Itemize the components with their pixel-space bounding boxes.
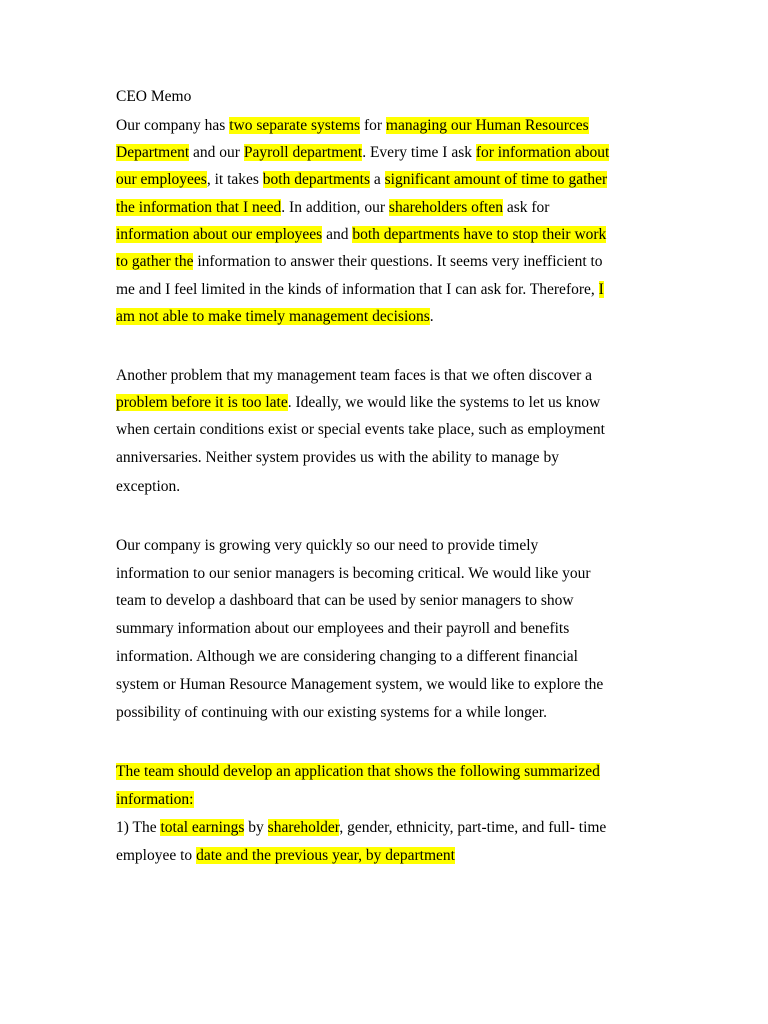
paragraph-line xyxy=(116,224,606,246)
highlighted-text: shareholders often xyxy=(388,199,503,216)
paragraph-line xyxy=(116,789,194,811)
text-run: by xyxy=(244,819,268,836)
paragraph-line xyxy=(116,476,180,498)
paragraph-line xyxy=(116,306,434,328)
text-run: possibility of continuing with our existing systems for a while longer. xyxy=(116,704,547,721)
highlighted-text: I xyxy=(598,281,604,298)
paragraph-line xyxy=(116,169,607,191)
highlighted-text: both departments have to stop their work xyxy=(352,226,607,243)
text-run: . In addition, our xyxy=(281,199,389,216)
text-run: ask for xyxy=(502,199,550,216)
text-run: team to develop a dashboard that can be used by senior managers to show xyxy=(116,592,574,609)
highlighted-text: information: xyxy=(116,791,194,808)
paragraph-line xyxy=(116,535,538,557)
text-run: and our xyxy=(189,144,244,161)
highlighted-text: to gather the xyxy=(116,253,194,270)
text-run: Another problem that my management team faces is that we often discover a xyxy=(116,367,593,384)
text-run: and xyxy=(322,226,353,243)
text-run: . Every time I ask xyxy=(362,144,476,161)
paragraph-line xyxy=(116,761,600,783)
paragraph-line xyxy=(116,845,455,867)
paragraph-line xyxy=(116,392,600,414)
paragraph-line xyxy=(116,674,603,696)
text-run: anniversaries. Neither system provides us with the ability to manage by xyxy=(116,449,559,466)
text-run: when certain conditions exist or special events take place, such as employment xyxy=(116,421,605,438)
highlighted-text: both departments xyxy=(262,171,370,188)
highlighted-text: information about our employees xyxy=(116,226,323,243)
paragraph-line xyxy=(116,251,603,273)
paragraph-line xyxy=(116,197,549,219)
text-run: information to our senior managers is becoming critical. We would like your xyxy=(116,565,591,582)
memo-title: CEO Memo xyxy=(116,88,192,105)
paragraph-line xyxy=(116,279,604,301)
paragraph-line xyxy=(116,115,589,137)
highlighted-text: Department xyxy=(116,144,190,161)
text-run: exception. xyxy=(116,478,181,495)
text-run: Our company has xyxy=(116,117,230,134)
highlighted-text: our employees xyxy=(116,171,207,188)
highlighted-text: two separate systems xyxy=(229,117,361,134)
paragraph-line xyxy=(116,447,559,469)
highlighted-text: the information that I need xyxy=(116,199,282,216)
text-run: Our company is growing very quickly so our need to provide timely xyxy=(116,537,539,554)
text-run: me and I feel limited in the kinds of information that I can ask for. Therefore, xyxy=(116,281,599,298)
highlighted-text: problem before it is too late xyxy=(116,394,288,411)
text-run: , gender, ethnicity, part-time, and full- time xyxy=(339,819,607,836)
paragraph-line xyxy=(116,618,569,640)
text-run: a xyxy=(369,171,385,188)
text-run: system or Human Resource Management system, we would like to explore the xyxy=(116,676,604,693)
text-run: employee to xyxy=(116,847,197,864)
highlighted-text: date and the previous year, by department xyxy=(196,847,455,864)
paragraph-line xyxy=(116,590,574,612)
paragraph-line xyxy=(116,563,591,585)
paragraph-line xyxy=(116,365,592,387)
text-run: . xyxy=(429,308,434,325)
text-run: summary information about our employees and their payroll and benefits xyxy=(116,620,570,637)
highlighted-text: The team should develop an application that shows the following summarized xyxy=(116,763,600,780)
highlighted-text: managing our Human Resources xyxy=(385,117,589,134)
paragraph-line xyxy=(116,646,578,668)
highlighted-text: for information about xyxy=(475,144,610,161)
highlighted-text: total earnings xyxy=(160,819,245,836)
text-run: information. Although we are considering changing to a different financial xyxy=(116,648,578,665)
text-run: information to answer their questions. It seems very inefficient to xyxy=(193,253,603,270)
text-run: for xyxy=(360,117,386,134)
paragraph-line xyxy=(116,142,609,164)
text-run: 1) The xyxy=(116,819,161,836)
highlighted-text: shareholder xyxy=(267,819,340,836)
highlighted-text: significant amount of time to gather xyxy=(384,171,608,188)
paragraph-line xyxy=(116,702,547,724)
text-run: , it takes xyxy=(206,171,263,188)
highlighted-text: Payroll department xyxy=(243,144,363,161)
highlighted-text: am not able to make timely management decisions xyxy=(116,308,430,325)
list-item xyxy=(116,817,606,839)
paragraph-line xyxy=(116,419,605,441)
text-run: . Ideally, we would like the systems to let us know xyxy=(287,394,601,411)
